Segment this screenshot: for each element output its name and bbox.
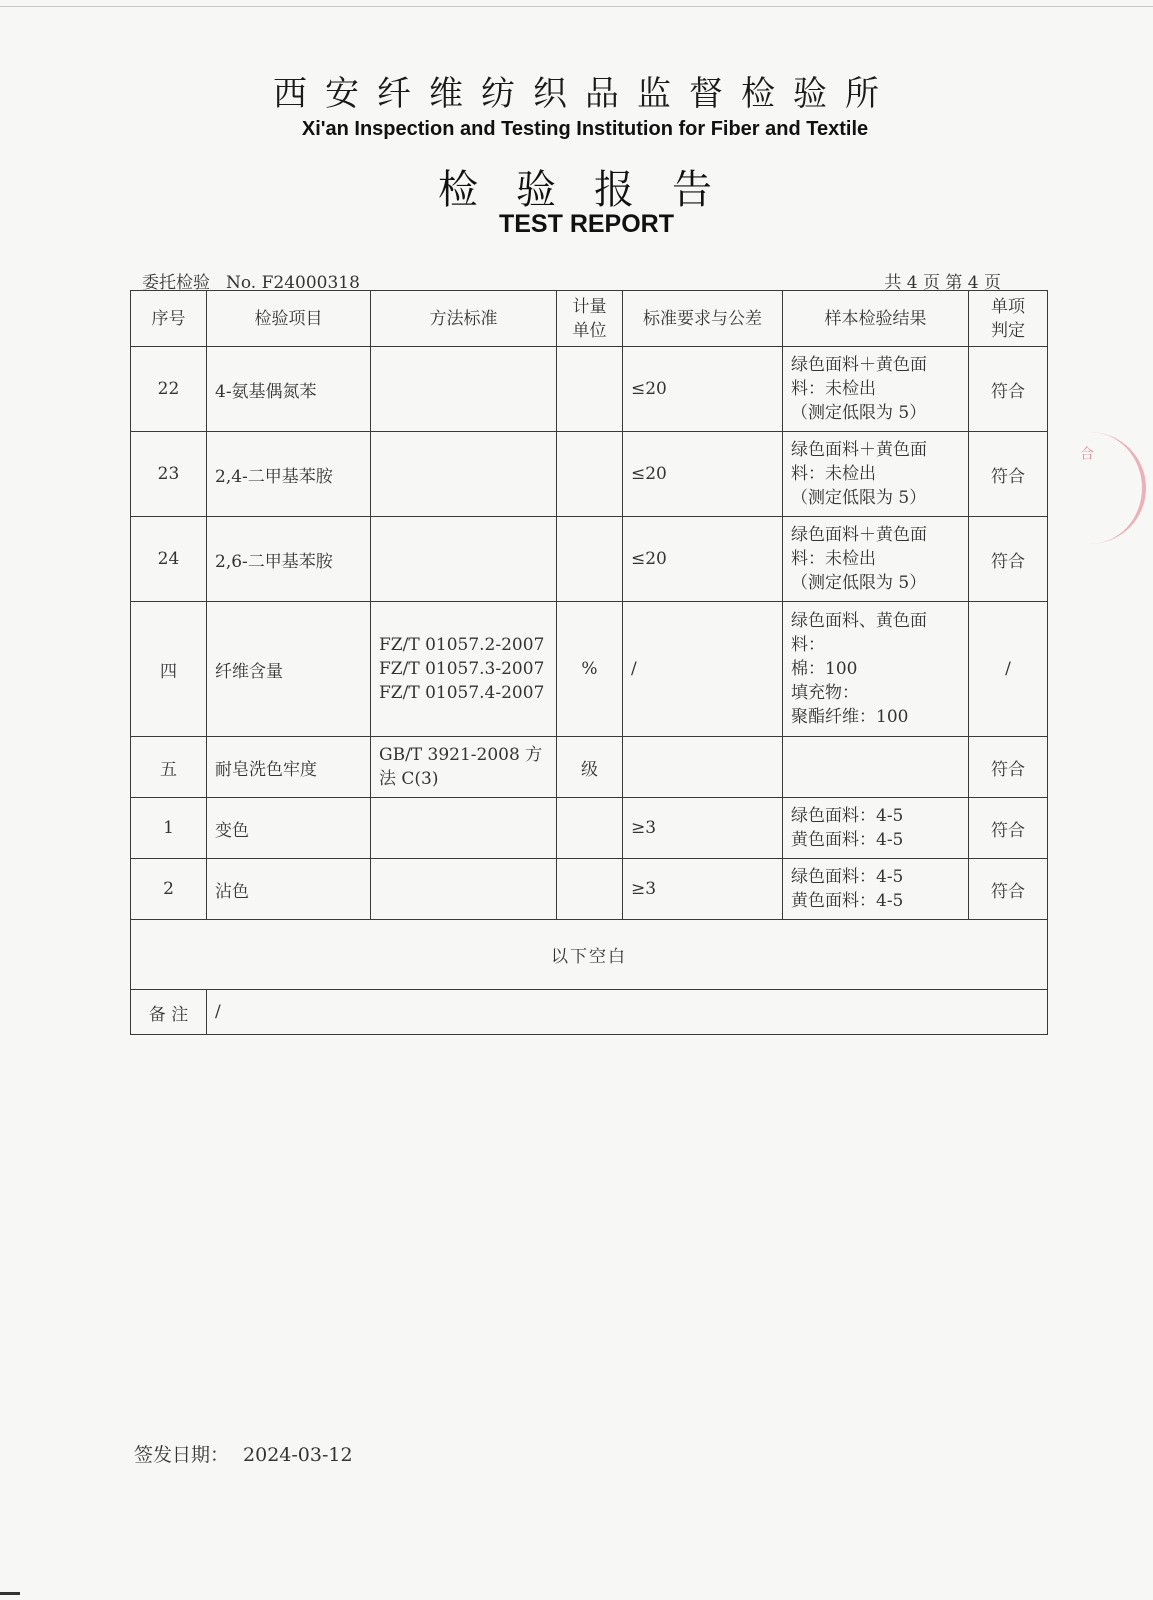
- cell-result: 绿色面料＋黄色面 料：未检出 （测定低限为 5）: [783, 347, 969, 432]
- cell-item: 2,4-二甲基苯胺: [207, 432, 371, 517]
- header-verdict: [969, 291, 1048, 347]
- cell-verdict: 符合: [969, 859, 1048, 920]
- cell-verdict: /: [969, 602, 1048, 737]
- report-number: No. F24000318: [226, 273, 360, 293]
- header-item: 检验项目: [207, 291, 371, 347]
- page-count: 共 4 页 第 4 页: [884, 273, 1001, 293]
- cell-result: 绿色面料：4-5 黄色面料：4-5: [783, 798, 969, 859]
- table-row: [131, 517, 1048, 602]
- cell-unit: [557, 798, 623, 859]
- table-row: [131, 432, 1048, 517]
- table-row: [131, 859, 1048, 920]
- header-seq: 序号: [131, 291, 207, 347]
- blank-note: 以下空白: [131, 920, 1048, 990]
- cell-seq: 23: [131, 432, 207, 517]
- report-title-cn: 检验报告: [438, 167, 750, 213]
- cell-unit: [557, 859, 623, 920]
- cell-requirement: ≤20: [623, 432, 783, 517]
- cell-seq: 五: [131, 737, 207, 798]
- cell-requirement: ≤20: [623, 517, 783, 602]
- cell-requirement: ≤20: [623, 347, 783, 432]
- cell-requirement: ≥3: [623, 859, 783, 920]
- seal-stamp-text: 合: [1078, 446, 1094, 464]
- cell-unit: [557, 517, 623, 602]
- results-table: [130, 290, 1048, 1035]
- header-method: 方法标准: [371, 291, 557, 347]
- cell-seq: 四: [131, 602, 207, 737]
- cell-item: 沾色: [207, 859, 371, 920]
- table-row: [131, 347, 1048, 432]
- remark-label: 备 注: [131, 990, 207, 1035]
- cell-item: 4-氨基偶氮苯: [207, 347, 371, 432]
- cell-result: [783, 737, 969, 798]
- cell-result: 绿色面料：4-5 黄色面料：4-5: [783, 859, 969, 920]
- cell-method: [371, 347, 557, 432]
- top-border-line: [0, 6, 1153, 7]
- cell-item: 耐皂洗色牢度: [207, 737, 371, 798]
- table-row: [131, 737, 1048, 798]
- cell-seq: 2: [131, 859, 207, 920]
- cell-result: 绿色面料、黄色面 料： 棉：100 填充物： 聚酯纤维：100: [783, 602, 969, 737]
- cell-seq: 1: [131, 798, 207, 859]
- institution-name-cn: 西安纤维纺织品监督检验所: [273, 74, 897, 114]
- cell-verdict: 符合: [969, 798, 1048, 859]
- header-unit-line2: 单位: [572, 320, 607, 341]
- cell-verdict: 符合: [969, 737, 1048, 798]
- cell-method: [371, 859, 557, 920]
- inspection-type: 委托检验: [142, 273, 210, 293]
- table-row: [131, 798, 1048, 859]
- header-result: 样本检验结果: [783, 291, 969, 347]
- sign-date: [134, 1440, 353, 1467]
- cell-unit: [557, 432, 623, 517]
- cell-result: 绿色面料＋黄色面 料：未检出 （测定低限为 5）: [783, 517, 969, 602]
- institution-name-en: Xi'an Inspection and Testing Institution for Fiber and Textile: [301, 118, 869, 140]
- cell-method: [371, 432, 557, 517]
- cell-method: FZ/T 01057.2-2007 FZ/T 01057.3-2007 FZ/T 01057.4-2007: [371, 602, 557, 737]
- table-header-row: [131, 291, 1048, 347]
- sign-date-value: 2024-03-12: [243, 1444, 353, 1466]
- cell-verdict: 符合: [969, 347, 1048, 432]
- cell-method: [371, 517, 557, 602]
- cell-seq: 24: [131, 517, 207, 602]
- cell-item: 2,6-二甲基苯胺: [207, 517, 371, 602]
- cell-requirement: [623, 737, 783, 798]
- cell-unit: [557, 347, 623, 432]
- remark-value: /: [207, 990, 1048, 1035]
- cell-requirement: /: [623, 602, 783, 737]
- blank-note-row: [131, 920, 1048, 990]
- cell-method: GB/T 3921-2008 方 法 C(3): [371, 737, 557, 798]
- cell-unit: %: [557, 602, 623, 737]
- cell-requirement: ≥3: [623, 798, 783, 859]
- report-title-en: TEST REPORT: [498, 210, 674, 238]
- header-requirement: 标准要求与公差: [623, 291, 783, 347]
- header-unit: [557, 291, 623, 347]
- remark-row: [131, 990, 1048, 1035]
- table-row: [131, 602, 1048, 737]
- cell-verdict: 符合: [969, 517, 1048, 602]
- sign-date-label: 签发日期：: [134, 1444, 230, 1466]
- cell-item: 变色: [207, 798, 371, 859]
- edge-mark: [0, 1592, 20, 1595]
- header-verdict-line1: 单项: [991, 296, 1025, 317]
- cell-verdict: 符合: [969, 432, 1048, 517]
- header-unit-line1: 计量: [572, 296, 607, 317]
- cell-method: [371, 798, 557, 859]
- cell-unit: 级: [557, 737, 623, 798]
- header-verdict-line2: 判定: [991, 320, 1025, 341]
- cell-result: 绿色面料＋黄色面 料：未检出 （测定低限为 5）: [783, 432, 969, 517]
- cell-item: 纤维含量: [207, 602, 371, 737]
- cell-seq: 22: [131, 347, 207, 432]
